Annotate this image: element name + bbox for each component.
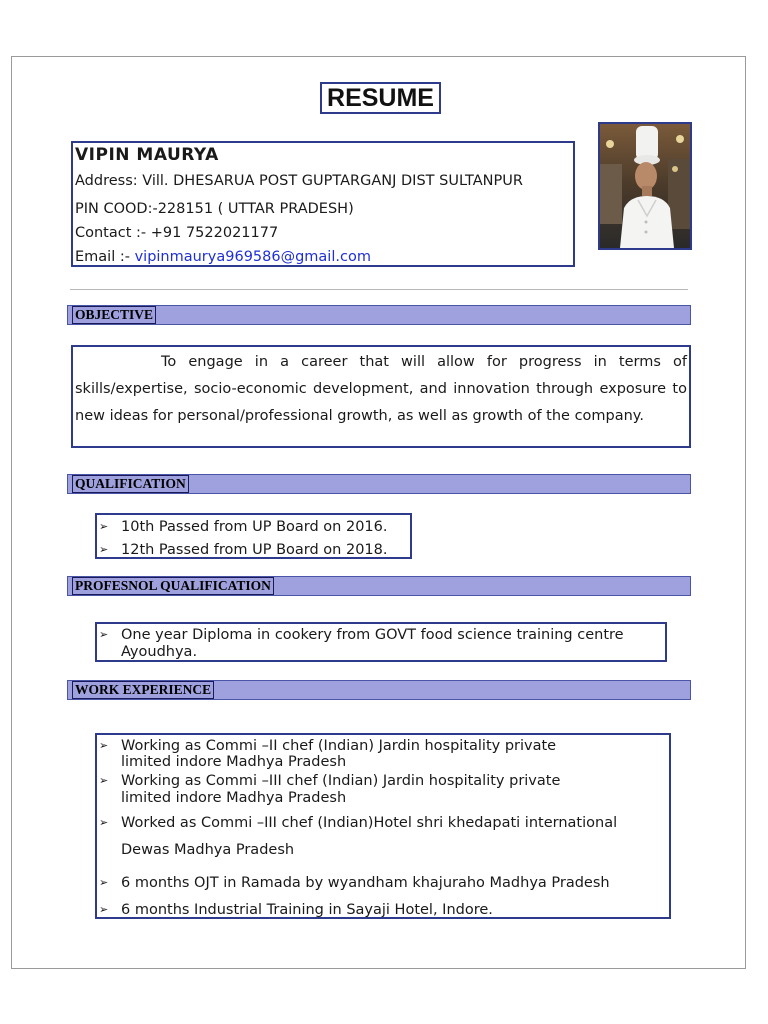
objective-box	[71, 345, 691, 448]
qualification-section-bar	[67, 474, 691, 494]
work-heading: WORK EXPERIENCE	[72, 681, 214, 699]
address-line: Address: Vill. DHESARUA POST GUPTARGANJ DIST SULTANPUR	[75, 173, 523, 189]
qualification-heading: QUALIFICATION	[72, 475, 189, 493]
contact-box	[71, 141, 575, 267]
list-item-continuation: Ayoudhya.	[121, 644, 198, 660]
arrow-bullet-icon: ➢	[99, 739, 109, 752]
list-item-continuation: limited indore Madhya Pradesh	[121, 790, 347, 806]
candidate-name: VIPIN MAURYA	[75, 145, 219, 165]
profile-photo	[598, 122, 692, 250]
arrow-bullet-icon: ➢	[99, 520, 109, 533]
email-link[interactable]: vipinmaurya969586@gmail.com	[134, 249, 371, 265]
list-item-continuation: limited indore Madhya Pradesh	[121, 754, 347, 770]
list-item-continuation: Dewas Madhya Pradesh	[121, 842, 295, 858]
arrow-bullet-icon: ➢	[99, 816, 109, 829]
list-item: ➢ 6 months Industrial Training in Sayaji Hotel, Indore.	[99, 902, 493, 918]
email-label: Email :-	[75, 249, 135, 265]
work-section-bar	[67, 680, 691, 700]
objective-text: To engage in a career that will allow for progress in terms of skills/expertise, socio-economic development, and innovation through exposure to new ideas for personal/professional growth, as well as growth of the company.	[75, 354, 687, 424]
qualification-box	[95, 513, 412, 559]
divider-line	[70, 289, 688, 290]
list-item: ➢ Worked as Commi –III chef (Indian)Hotel shri khedapati international	[99, 815, 618, 831]
list-item: ➢ 10th Passed from UP Board on 2016.	[99, 519, 388, 535]
objective-section-bar	[67, 305, 691, 325]
list-item: ➢ 6 months OJT in Ramada by wyandham khajuraho Madhya Pradesh	[99, 875, 610, 891]
arrow-bullet-icon: ➢	[99, 774, 109, 787]
list-item: ➢ 12th Passed from UP Board on 2018.	[99, 542, 388, 558]
objective-heading: OBJECTIVE	[72, 306, 156, 324]
arrow-bullet-icon: ➢	[99, 628, 109, 641]
resume-title: RESUME	[320, 82, 441, 114]
email-line	[75, 249, 371, 265]
contact-line: Contact :- +91 7522021177	[75, 225, 279, 241]
professional-heading: PROFESNOL QUALIFICATION	[72, 577, 274, 595]
list-item: ➢ One year Diploma in cookery from GOVT food science training centre	[99, 627, 624, 643]
arrow-bullet-icon: ➢	[99, 543, 109, 556]
chef-portrait-image	[600, 124, 690, 248]
list-item: ➢ Working as Commi –III chef (Indian) Jardin hospitality private	[99, 773, 561, 789]
list-item: ➢ Working as Commi –II chef (Indian) Jardin hospitality private	[99, 738, 557, 754]
arrow-bullet-icon: ➢	[99, 903, 109, 916]
pin-line: PIN COOD:-228151 ( UTTAR PRADESH)	[75, 201, 354, 217]
professional-box	[95, 622, 667, 662]
professional-section-bar	[67, 576, 691, 596]
work-box	[95, 733, 671, 919]
arrow-bullet-icon: ➢	[99, 876, 109, 889]
